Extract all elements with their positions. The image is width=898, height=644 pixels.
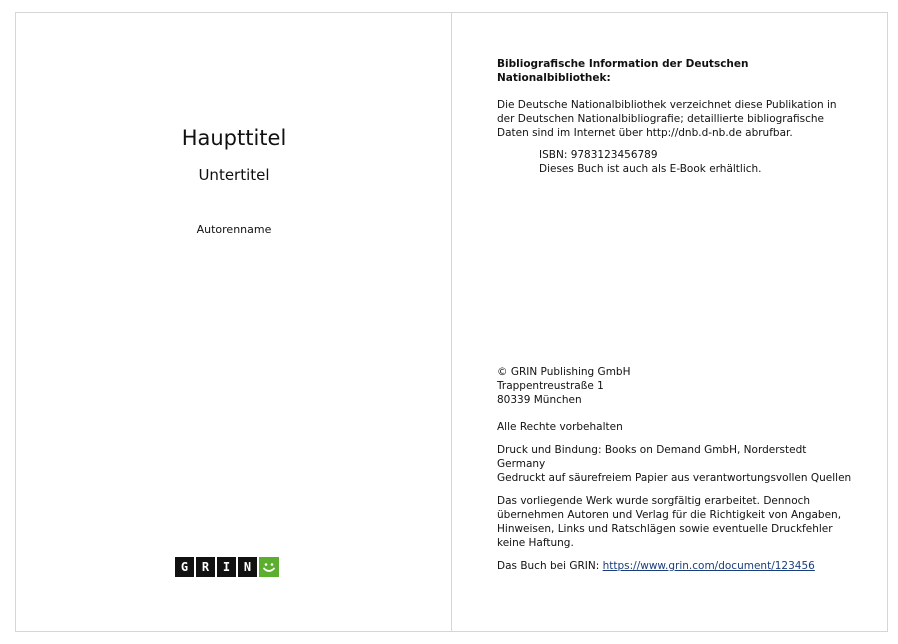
logo-letter-n: N	[238, 557, 257, 577]
logo-letter-r: R	[196, 557, 215, 577]
publisher-city: 80339 München	[497, 394, 582, 406]
main-title: Haupttitel	[181, 126, 287, 150]
left-page	[15, 12, 452, 632]
grin-document-link[interactable]: https://www.grin.com/document/123456	[602, 560, 815, 572]
smiley-icon	[259, 557, 279, 577]
publisher-street: Trappentreustraße 1	[497, 380, 604, 392]
print-line-1: Druck und Bindung: Books on Demand GmbH, Norderstedt Germany	[497, 444, 807, 470]
grin-link-label: Das Buch bei GRIN:	[497, 560, 603, 572]
isbn-block	[497, 148, 847, 176]
bibliographic-heading: Bibliografische Information der Deutschen Nationalbibliothek:	[497, 58, 749, 84]
grin-link-line	[497, 559, 857, 573]
dnb-text: Die Deutsche Nationalbibliothek verzeichnet diese Publikation in der Deutschen Nationalbibliografie; detaillierte bibliografische Daten sind im Internet über http://dnb.d-nb.de abrufbar.	[497, 99, 837, 139]
bibliographic-section	[497, 57, 847, 176]
ebook-note: Dieses Buch ist auch als E-Book erhältlich.	[539, 163, 762, 175]
subtitle: Untertitel	[198, 166, 270, 184]
imprint-section	[497, 365, 857, 573]
disclaimer-text: Das vorliegende Werk wurde sorgfältig erarbeitet. Dennoch übernehmen Autoren und Verlag für die Richtigkeit von Angaben, Hinweisen, Links und Ratschlägen sowie eventuelle Druckfehler keine Haftung.	[497, 495, 842, 549]
isbn: ISBN: 9783123456789	[539, 149, 658, 161]
logo-letter-i: I	[217, 557, 236, 577]
author-name: Autorenname	[196, 223, 272, 236]
publisher-name: © GRIN Publishing GmbH	[497, 366, 631, 378]
right-page	[451, 12, 888, 632]
rights-text: Alle Rechte vorbehalten	[497, 421, 623, 433]
print-line-2: Gedruckt auf säurefreiem Papier aus verantwortungsvollen Quellen	[497, 472, 852, 484]
logo-letter-g: G	[175, 557, 194, 577]
grin-logo	[175, 557, 279, 577]
